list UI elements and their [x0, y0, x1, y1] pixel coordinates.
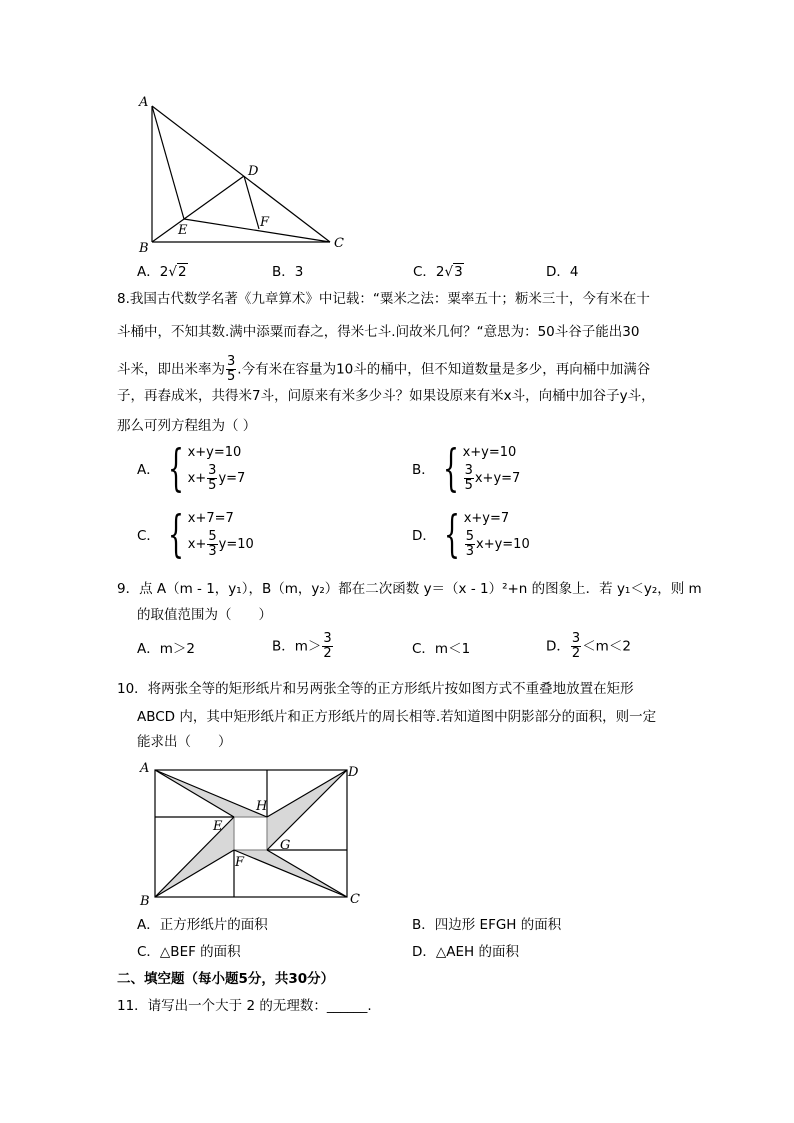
svg-text:F: F: [235, 855, 245, 870]
svg-text:B: B: [140, 894, 150, 909]
q10-text: ABCD 内，其中矩形纸片和正方形纸片的周长相等.若知道图中阴影部分的面积，则一定: [137, 709, 657, 725]
q9-text: 的取值范围为（ ）: [137, 607, 272, 623]
q10-text: 10．将两张全等的矩形纸片和另两张全等的正方形纸片按如图方式不重叠地放置在矩形: [117, 681, 634, 697]
q10-option-d[interactable]: D．△AEH 的面积: [412, 944, 519, 960]
svg-text:F: F: [260, 215, 270, 230]
svg-text:E: E: [178, 223, 188, 238]
q7-option-b[interactable]: B．3: [272, 264, 304, 280]
rectangle-figure: [0, 750, 794, 910]
svg-text:D: D: [348, 765, 359, 780]
svg-text:C: C: [350, 892, 360, 907]
q10-text: 能求出（ ）: [137, 734, 232, 750]
q8-text: 那么可列方程组为（ ）: [117, 418, 257, 434]
svg-text:D: D: [248, 164, 259, 179]
q8-option-a[interactable]: A． { x+y=10 x+ $\frac{3}{5}$ y=7: [137, 438, 246, 497]
q8-text: 斗米，即出米率为 $\frac{3}{5}$ .今有米在容量为10斗的桶中，但不知道数量是多少，再向桶中加满谷: [117, 354, 651, 384]
q9-option-d[interactable]: D． $\frac{3}{2}$ ＜m＜2: [546, 631, 631, 661]
svg-text:G: G: [280, 838, 291, 853]
svg-text:A: A: [139, 95, 149, 110]
q7-option-d[interactable]: D．4: [546, 264, 579, 280]
q8-text: 8.我国古代数学名著《九章算术》中记载：“粟米之法：粟率五十；粝米三十，今有米在十: [117, 291, 650, 307]
q9-option-c[interactable]: C．m＜1: [412, 641, 471, 657]
q7-option-a[interactable]: A．2√2: [137, 264, 187, 280]
svg-text:H: H: [256, 799, 268, 814]
svg-text:A: A: [140, 761, 150, 776]
q10-option-c[interactable]: C．△BEF 的面积: [137, 944, 241, 960]
q10-option-b[interactable]: B．四边形 EFGH 的面积: [412, 917, 562, 933]
svg-text:C: C: [334, 236, 344, 251]
q9-option-b[interactable]: B．m＞ $\frac{3}{2}$: [272, 631, 332, 661]
q8-option-b[interactable]: B． { x+y=10 $\frac{3}{5}$ x+y=7: [412, 438, 521, 497]
q8-option-c[interactable]: C． { x+7=7 x+ $\frac{5}{3}$ y=10: [137, 504, 254, 563]
q11-text: 11．请写出一个大于 2 的无理数：______.: [117, 998, 372, 1014]
q9-text: 9．点 A（m - 1，y₁），B（m，y₂）都在二次函数 y＝（x - 1）²+n 的图象上．若 y₁＜y₂，则 m: [117, 581, 702, 597]
triangle-figure: [0, 0, 794, 260]
q8-text: 子，再舂成米，共得米7斗，问原来有米多少斗？如果设原来有米x斗，向桶中加谷子y斗，: [117, 388, 655, 404]
svg-text:B: B: [139, 241, 149, 256]
q10-option-a[interactable]: A．正方形纸片的面积: [137, 917, 268, 933]
q8-option-d[interactable]: D． { x+y=7 $\frac{5}{3}$ x+y=10: [412, 504, 530, 563]
q9-option-a[interactable]: A．m＞2: [137, 641, 195, 657]
svg-text:E: E: [213, 819, 223, 834]
q7-option-c[interactable]: C．2√3: [413, 264, 463, 280]
section-heading: 二、填空题（每小题5分，共30分）: [117, 971, 335, 987]
q8-text: 斗桶中，不知其数.满中添粟而舂之，得米七斗.问故米几何？“意思为：50斗谷子能出30: [117, 324, 640, 340]
